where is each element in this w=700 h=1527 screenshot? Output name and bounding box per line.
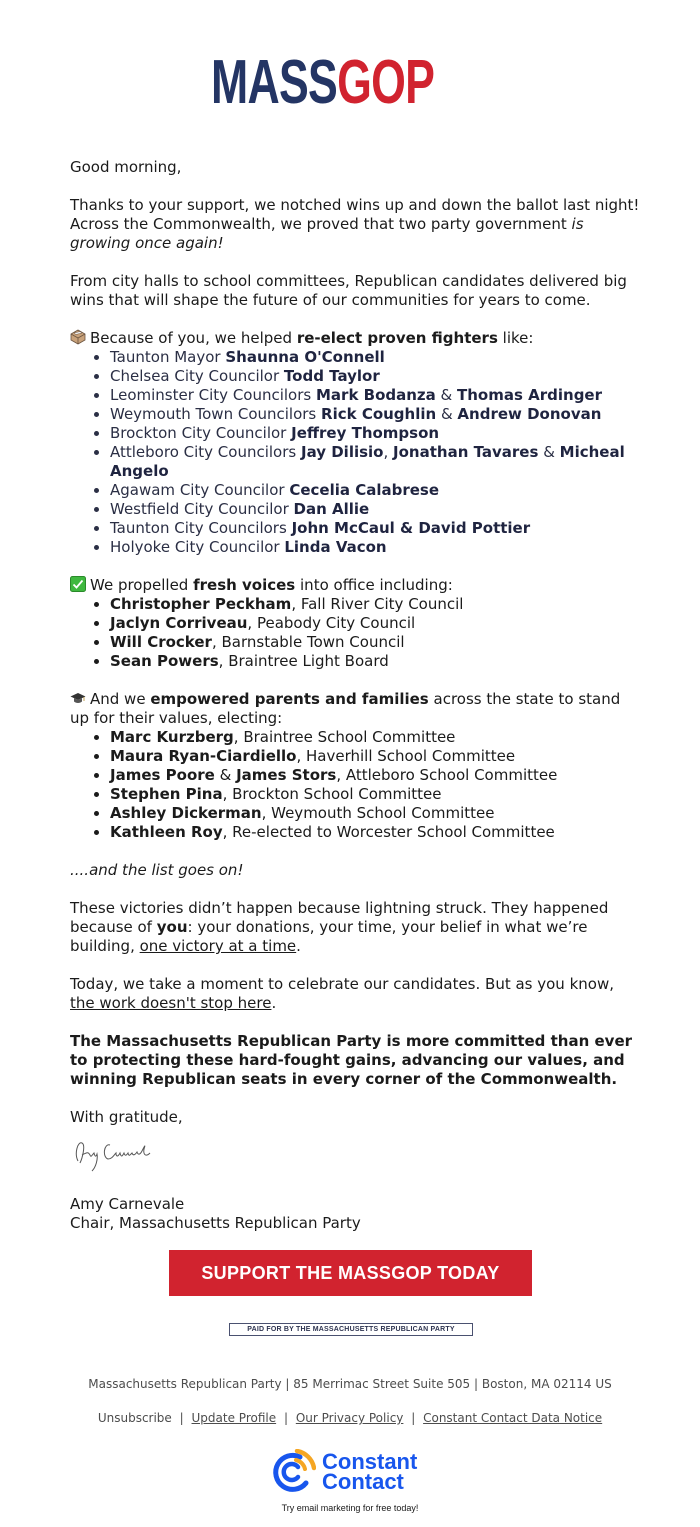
parents-families-list — [70, 728, 640, 842]
list-goes-on: ....and the list goes on! — [70, 861, 244, 879]
section-re-elect — [70, 329, 640, 557]
privacy-policy-link[interactable]: Our Privacy Policy — [295, 1411, 404, 1425]
check-mark-icon — [70, 576, 86, 592]
massgop-logo[interactable] — [209, 50, 484, 116]
list-item: • Attleboro City Councilors Jay Dilisio, Jonathan Tavares & Micheal Angelo — [110, 443, 640, 481]
signer-title: Chair, Massachusetts Republican Party — [70, 1214, 361, 1232]
list-item: • Brockton City Councilor Jeffrey Thompson — [110, 424, 640, 443]
closing: With gratitude, — [70, 1108, 183, 1126]
section-fresh-voices — [70, 576, 640, 671]
list-item: • Agawam City Councilor Cecelia Calabrese — [110, 481, 640, 500]
paragraph-commitment: The Massachusetts Republican Party is more committed than ever to protecting these hard-fought gains, advancing our values, and winning Republican seats in every corner of the Commonwealth. — [70, 1032, 633, 1088]
constant-contact-icon — [270, 1449, 316, 1495]
footer-address: Massachusetts Republican Party | 85 Merrimac Street Suite 505 | Boston, MA 02114 US — [88, 1377, 612, 1391]
emphasis-growing: is growing once again! — [70, 215, 584, 252]
paid-for-disclaimer: PAID FOR BY THE MASSACHUSETTS REPUBLICAN PARTY — [229, 1323, 473, 1336]
list-item: • Ashley Dickerman, Weymouth School Committee — [110, 804, 640, 823]
graduation-cap-icon — [70, 690, 86, 706]
logo-gop-text: GOP — [337, 48, 435, 117]
paragraph-celebrate: Today, we take a moment to celebrate our candidates. But as you know, the work doesn't stop here. — [70, 975, 614, 1012]
list-item: • Christopher Peckham, Fall River City Council — [110, 595, 640, 614]
list-item: • Marc Kurzberg, Braintree School Committee — [110, 728, 640, 747]
cc-line1: Constant — [322, 1449, 418, 1474]
ballot-box-icon — [70, 329, 86, 345]
fresh-voices-list — [70, 595, 640, 671]
list-item: • Stephen Pina, Brockton School Committee — [110, 785, 640, 804]
section-fresh-voices-intro: We propelled fresh voices into office including: — [70, 576, 640, 595]
paragraph-thanks: Thanks to your support, we notched wins up and down the ballot last night! Across the Commonwealth, we proved that two party government is growing once again! — [70, 196, 640, 252]
signature-block — [70, 1195, 361, 1233]
list-item: • Kathleen Roy, Re-elected to Worcester School Committee — [110, 823, 640, 842]
section-re-elect-intro: Because of you, we helped re-elect proven fighters like: — [70, 329, 640, 348]
greeting: Good morning, — [70, 158, 182, 176]
list-item: • Jaclyn Corriveau, Peabody City Council — [110, 614, 640, 633]
data-notice-link[interactable]: Constant Contact Data Notice — [423, 1411, 603, 1425]
update-profile-link[interactable]: Update Profile — [191, 1411, 277, 1425]
cc-line2: Contact — [322, 1469, 404, 1494]
paragraph-victories: These victories didn’t happen because lightning struck. They happened because of you: your donations, your time, your belief in what we’re building, one victory at a time. — [70, 899, 609, 955]
one-victory-link[interactable]: one victory at a time — [139, 937, 297, 955]
unsubscribe-link[interactable]: Unsubscribe — [97, 1411, 172, 1425]
re-elected-list — [70, 348, 640, 557]
section-parents-families — [70, 690, 640, 842]
section-parents-families-intro: And we empowered parents and families across the state to stand up for their values, electing: — [70, 690, 621, 727]
paragraph-city-halls: From city halls to school committees, Republican candidates delivered big wins that will shape the future of our communities for years to come. — [70, 272, 627, 309]
list-item: • Taunton Mayor Shaunna O'Connell — [110, 348, 640, 367]
list-item: • James Poore & James Stors, Attleboro School Committee — [110, 766, 640, 785]
email-body — [70, 158, 640, 1146]
support-massgop-button[interactable]: SUPPORT THE MASSGOP TODAY — [169, 1250, 532, 1296]
list-item: • Maura Ryan-Ciardiello, Haverhill School Committee — [110, 747, 640, 766]
list-item: • Weymouth Town Councilors Rick Coughlin & Andrew Donovan — [110, 405, 640, 424]
constant-contact-logo[interactable] — [270, 1448, 435, 1496]
footer-links: Unsubscribe | Update Profile | Our Privacy Policy | Constant Contact Data Notice — [97, 1411, 603, 1425]
list-item: • Will Crocker, Barnstable Town Council — [110, 633, 640, 652]
list-item: • Holyoke City Councilor Linda Vacon — [110, 538, 640, 557]
signer-name: Amy Carnevale — [70, 1195, 185, 1213]
list-item: • Westfield City Councilor Dan Allie — [110, 500, 640, 519]
list-item: • Leominster City Councilors Mark Bodanza & Thomas Ardinger — [110, 386, 640, 405]
list-item: • Sean Powers, Braintree Light Board — [110, 652, 640, 671]
signature-image — [70, 1133, 170, 1173]
work-doesnt-stop-link[interactable]: the work doesn't stop here — [70, 994, 272, 1012]
list-item: • Taunton City Councilors John McCaul & David Pottier — [110, 519, 640, 538]
list-item: • Chelsea City Councilor Todd Taylor — [110, 367, 640, 386]
cc-tagline[interactable]: Try email marketing for free today! — [281, 1503, 419, 1513]
logo-mass-text: MASS — [211, 48, 338, 117]
